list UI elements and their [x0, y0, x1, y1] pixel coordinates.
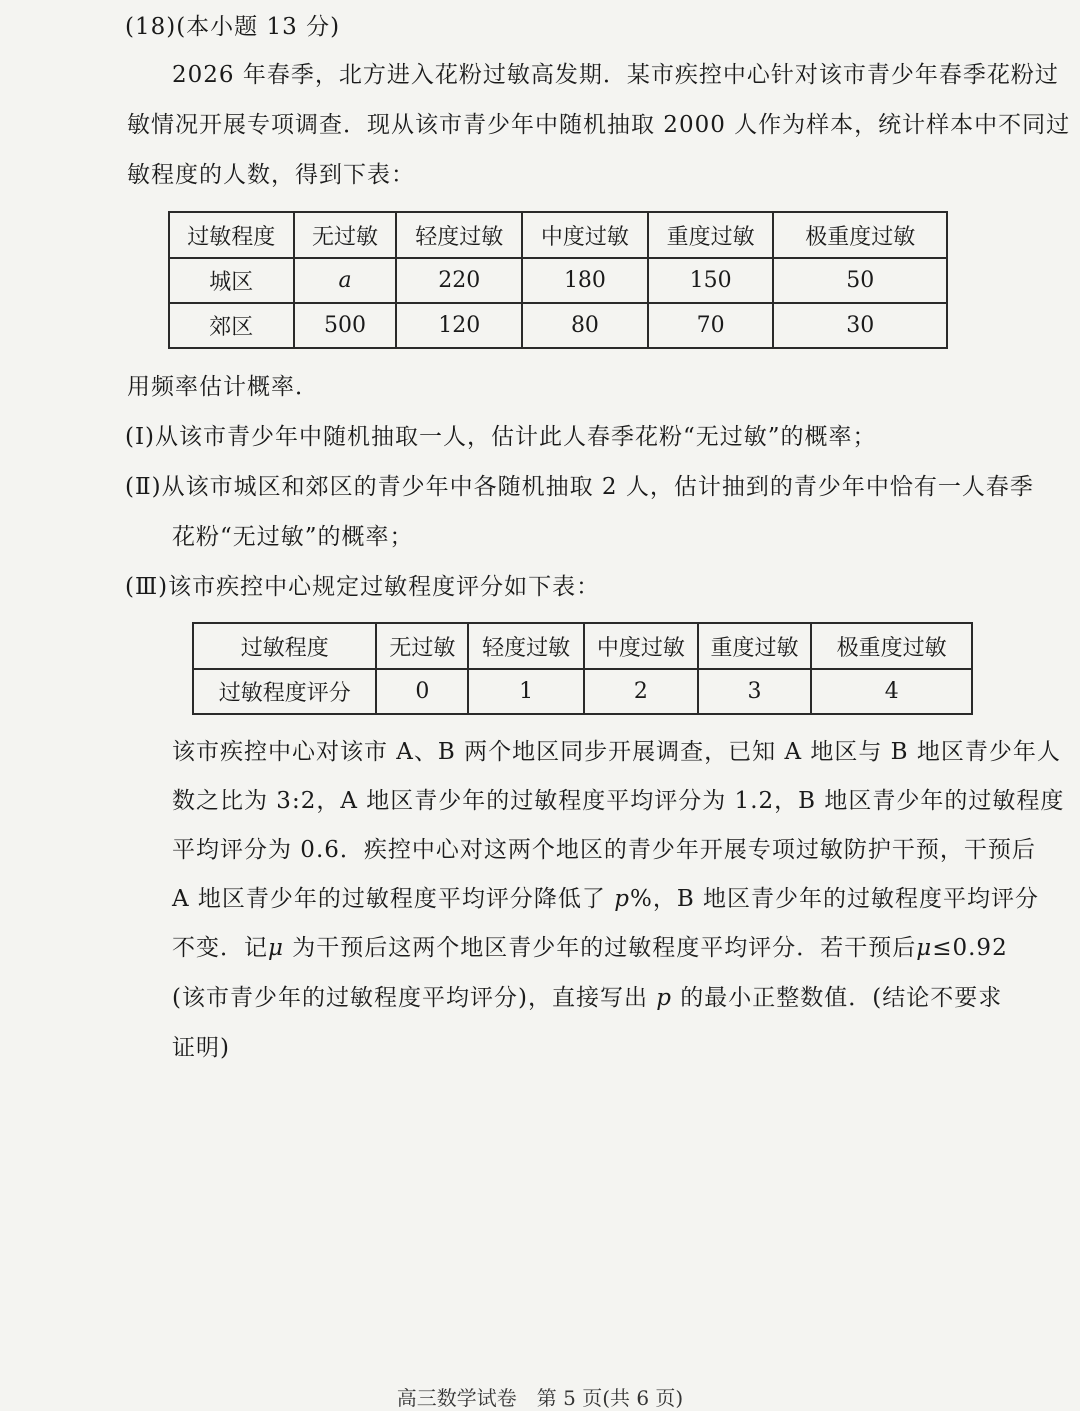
table-cell: 过敏程度评分: [193, 669, 376, 714]
allergy-score-table: [192, 622, 973, 715]
variable-p: p: [656, 985, 672, 1011]
line-text: 的最小正整数值．(结论不要求: [672, 985, 1003, 1011]
table-cell: 150: [648, 258, 774, 303]
table-header-cell: 极重度过敏: [811, 623, 972, 669]
table-cell: 1: [468, 669, 584, 714]
table-row: [169, 303, 947, 348]
line-text: 为干预后这两个地区青少年的过敏程度平均评分．若干预后: [283, 935, 917, 961]
part-3-line-3: 平均评分为 0.6．疾控中心对这两个地区的青少年开展专项过敏防护干预，干预后: [172, 837, 1036, 863]
line-text: A 地区青少年的过敏程度平均评分降低了: [172, 886, 615, 912]
part-3-line-2: 数之比为 3:2，A 地区青少年的过敏程度平均评分为 1.2，B 地区青少年的过敏程度: [172, 788, 1065, 814]
line-text: %，B 地区青少年的过敏程度平均评分: [629, 886, 1040, 912]
intro-line-3: 敏程度的人数，得到下表：: [127, 162, 415, 188]
part-3-line-4: [172, 884, 1039, 914]
table-cell: 120: [396, 303, 522, 348]
intro-line-2: 敏情况开展专项调查．现从该市青少年中随机抽取 2000 人作为样本，统计样本中不同过: [127, 112, 1071, 138]
table-header-cell: 过敏程度: [193, 623, 376, 669]
table-cell: 城区: [169, 258, 294, 303]
part-3-line-6: [172, 983, 1002, 1013]
part-3-line-5: [172, 933, 1008, 963]
table-cell: 4: [811, 669, 972, 714]
table-header-cell: 轻度过敏: [468, 623, 584, 669]
table-cell: 50: [773, 258, 947, 303]
table-row: [169, 258, 947, 303]
part-3-line-1: 该市疾控中心对该市 A、B 两个地区同步开展调查，已知 A 地区与 B 地区青少年人: [172, 739, 1061, 765]
table-cell: 80: [522, 303, 648, 348]
line-text: ≤0.92: [932, 935, 1008, 961]
table-header-cell: 重度过敏: [648, 212, 774, 258]
table-header-cell: 轻度过敏: [396, 212, 522, 258]
table-cell: 500: [294, 303, 397, 348]
part-2-question-line-1: (Ⅱ)从该市城区和郊区的青少年中各随机抽取 2 人，估计抽到的青少年中恰有一人春季: [125, 474, 1034, 500]
variable-mu: μ: [268, 935, 284, 961]
part-2-question-line-2: 花粉“无过敏”的概率；: [172, 524, 414, 550]
allergy-count-table: [168, 211, 948, 349]
table-cell: 30: [773, 303, 947, 348]
table-header-cell: 无过敏: [294, 212, 397, 258]
table-cell: 220: [396, 258, 522, 303]
table-header-row: [169, 212, 947, 258]
part-3-line-7: 证明): [172, 1035, 230, 1061]
table-header-row: [193, 623, 972, 669]
table-cell: a: [294, 258, 397, 303]
table-cell: 2: [584, 669, 698, 714]
table-row: [193, 669, 972, 714]
intro-line-1: 2026 年春季，北方进入花粉过敏高发期．某市疾控中心针对该市青少年春季花粉过: [172, 62, 1059, 88]
table-header-cell: 过敏程度: [169, 212, 294, 258]
line-text: 不变．记: [172, 935, 268, 961]
part-1-question: (Ⅰ)从该市青少年中随机抽取一人，估计此人春季花粉“无过敏”的概率；: [125, 424, 877, 450]
table-cell: 70: [648, 303, 774, 348]
table-cell: 0: [376, 669, 468, 714]
table-cell: 郊区: [169, 303, 294, 348]
table-header-cell: 中度过敏: [584, 623, 698, 669]
table-cell: 180: [522, 258, 648, 303]
table-cell: 3: [698, 669, 812, 714]
table-header-cell: 无过敏: [376, 623, 468, 669]
page-footer: 高三数学试卷 第 5 页(共 6 页): [396, 1386, 684, 1410]
variable-mu: μ: [916, 935, 933, 961]
problem-header: (18)(本小题 13 分): [125, 14, 341, 40]
probability-note: 用频率估计概率．: [127, 374, 319, 400]
table-header-cell: 重度过敏: [698, 623, 812, 669]
table-header-cell: 极重度过敏: [773, 212, 947, 258]
line-text: (该市青少年的过敏程度平均评分)，直接写出: [172, 985, 657, 1011]
variable-p: p: [614, 886, 630, 912]
table-header-cell: 中度过敏: [522, 212, 648, 258]
part-3-intro: (Ⅲ)该市疾控中心规定过敏程度评分如下表：: [125, 574, 601, 600]
